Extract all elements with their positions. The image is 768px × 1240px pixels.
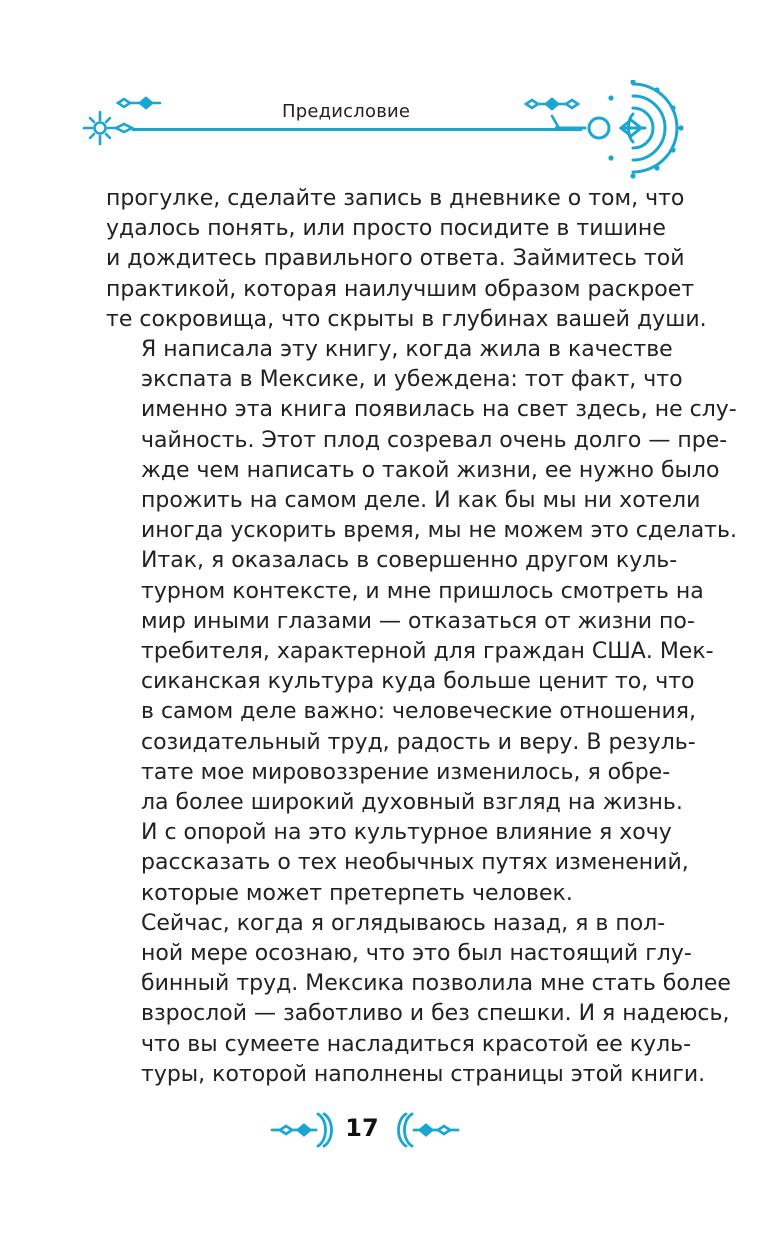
paragraph — [106, 184, 707, 335]
text-line: туры, которой наполнены страницы этой книги. — [141, 1061, 706, 1087]
text-line: взрослой — заботливо и без спешки. И я надеюсь, — [141, 1001, 730, 1027]
paragraph — [106, 335, 737, 546]
text-line: ной мере осознаю, что это был настоящий глу- — [141, 941, 692, 967]
concentric-sun-ornament-icon — [555, 80, 705, 190]
paragraph — [106, 546, 714, 908]
main-text — [106, 184, 737, 1090]
paragraph — [106, 909, 731, 1090]
header-rule — [132, 128, 582, 131]
text-line: удалось понять, или просто посидите в тишине — [106, 216, 666, 242]
text-line: экспата в Мексике, и убеждена: тот факт, что — [141, 367, 683, 393]
text-line: рассказать о тех необычных путях изменений, — [141, 850, 689, 876]
text-line: мир иными глазами — отказаться от жизни по- — [141, 608, 695, 634]
running-header-title: Предисловие — [282, 101, 411, 122]
text-line: ла более широкий духовный взгляд на жизнь. — [141, 790, 683, 816]
text-line: те сокровища, что скрыты в глубинах вашей души. — [106, 306, 707, 332]
text-line: прожить на самом деле. И как бы мы ни хотели — [141, 488, 701, 514]
text-line: что вы сумеете насладиться красотой ее куль- — [141, 1031, 692, 1057]
text-line: турном контексте, и мне пришлось смотреть на — [141, 578, 704, 604]
text-line: И с опорой на это культурное влияние я хочу — [141, 820, 672, 846]
text-line: тате мое мировоззрение изменилось, я обре- — [141, 759, 671, 785]
page-number: 17 — [345, 1114, 379, 1142]
text-line: Итак, я оказалась в совершенно другом куль- — [141, 548, 678, 574]
text-line: Сейчас, когда я оглядываюсь назад, я в пол- — [141, 910, 666, 936]
text-line: Я написала эту книгу, когда жила в качестве — [141, 337, 673, 363]
text-line: и дождитесь правильного ответа. Займитесь той — [106, 246, 685, 272]
text-line: созидательный труд, радость и веру. В резуль- — [141, 729, 696, 755]
text-line: в самом деле важно: человеческие отношения, — [141, 699, 697, 725]
arrow-bracket-ornament-icon — [268, 1108, 338, 1152]
text-line: именно эта книга появилась на свет здесь, не слу- — [141, 397, 737, 423]
star-ornament-icon — [80, 90, 250, 150]
text-line: жде чем написать о такой жизни, ее нужно было — [141, 457, 720, 483]
text-line: чайность. Этот плод созревал очень долго — пре- — [141, 427, 728, 453]
arrow-bracket-ornament-icon — [392, 1108, 462, 1152]
text-line: сиканская культура куда больше ценит то, что — [141, 669, 695, 695]
text-line: бинный труд. Мексика позволила мне стать более — [141, 971, 731, 997]
text-line: иногда ускорить время, мы не можем это сделать. — [141, 518, 737, 544]
text-line: которые может претерпеть человек. — [141, 880, 573, 906]
text-line: требителя, характерной для граждан США. Мек- — [141, 639, 714, 665]
text-line: прогулке, сделайте запись в дневнике о том, что — [106, 186, 685, 211]
text-line: практикой, которая наилучшим образом раскроет — [106, 276, 695, 302]
